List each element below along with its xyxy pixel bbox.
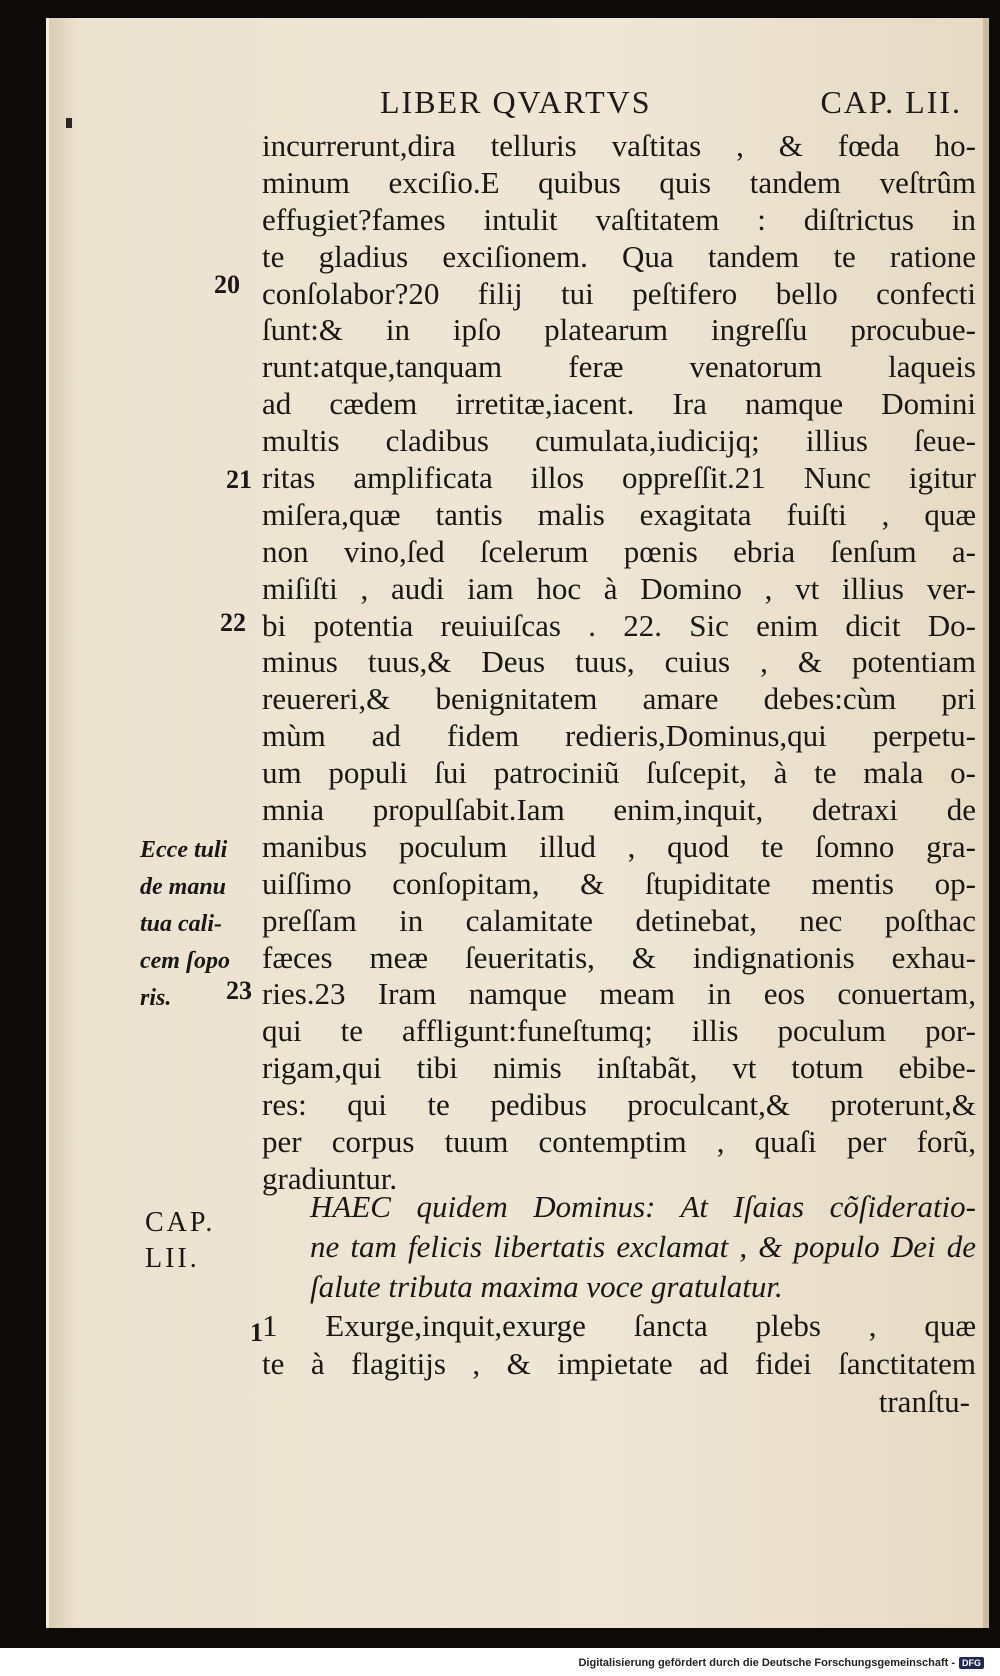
summary-line: ne tam felicis libertatis exclamat , & populo Dei de [310, 1229, 976, 1264]
text-line: reuereri,& benignitatem amare debes:cùm pri [262, 681, 976, 717]
text-line: manibus poculum illud , quod te ſomno gra- [262, 828, 976, 864]
margin-note-line: Ecce tuli [140, 837, 228, 863]
text-line: mùm ad fidem redieris,Dominus,qui perpetu- [262, 718, 976, 754]
text-line: mnia propulſabit.Iam enim,inquit, detraxi de [262, 792, 976, 828]
running-head-chapter: CAP. LII. [820, 84, 962, 120]
chapter-text [262, 1307, 976, 1383]
text-line: te à flagitijs , & impietate ad fidei ſanctitatem [262, 1346, 976, 1381]
margin-note-line: tua cali- [140, 910, 222, 937]
text-line: um populi ſui patrociniũ ſuſcepit, à te mala o- [262, 755, 976, 791]
text-line: ſunt:& in ipſo platearum ingreſſu procubue- [262, 312, 976, 348]
footer-text: Digitalisierung gefördert durch die Deutsche Forschungsgemeinschaft - [578, 1657, 955, 1669]
verse-number: 20 [214, 270, 240, 299]
summary-line: ſalute tributa maxima voce gratulatur. [310, 1269, 783, 1304]
page-edge [983, 18, 989, 1628]
text-line: uiſſimo conſopitam, & ſtupiditate mentis op- [262, 865, 976, 901]
margin-note-line: ris. [140, 984, 172, 1011]
verse-number: 23 [226, 976, 252, 1005]
text-line: te gladius exciſionem. Qua tandem te ratione [262, 238, 976, 274]
text-line: incurrerunt,dira telluris vaſtitas , & fœda ho- [262, 128, 976, 163]
text-line: ries.23 Iram namque meam in eos conuertam, [262, 976, 976, 1012]
chapter-label-number: LII. [145, 1243, 200, 1274]
chapter-summary [310, 1187, 976, 1307]
summary-line: HAEC quidem Dominus: At Iſaias cõſideratio- [310, 1189, 976, 1224]
text-line: runt:atque,tanquam feræ venatorum laqueis [262, 349, 976, 385]
running-head [380, 84, 962, 124]
text-line: per corpus tuum contemptim , quaſi per forũ, [262, 1124, 976, 1160]
text-line: 1 Exurge,inquit,exurge ſancta plebs , quæ [262, 1308, 976, 1343]
text-line: bi potentia reuiuiſcas . 22. Sic enim dicit Do- [262, 607, 976, 643]
text-line: multis cladibus cumulata,iudicijq; illius ſeue- [262, 423, 976, 459]
text-line: rigam,qui tibi nimis inſtabãt, vt totum ebibe- [262, 1050, 976, 1086]
chapter-label-cap: CAP. [145, 1207, 216, 1238]
verse-number: 21 [226, 465, 252, 494]
verse-number: 1 [250, 1318, 263, 1347]
running-head-title: LIBER QVARTVS [380, 84, 652, 120]
body-text [262, 128, 976, 1198]
text-line: effugiet?fames intulit vaſtitatem : diſtrictus in [262, 201, 976, 237]
margin-note-line: de manu [140, 873, 227, 900]
text-line: minum exciſio.E quibus quis tandem veſtrûm [262, 164, 976, 200]
ink-mark [66, 118, 72, 128]
text-line: fæces meæ ſeueritatis, & indignationis exhau- [262, 939, 976, 975]
text-line: gradiuntur. [262, 1160, 398, 1196]
text-line: preſſam in calamitate detinebat, nec poſthac [262, 902, 976, 938]
text-line: non vino,ſed ſcelerum pœnis ebria ſenſum a- [262, 533, 976, 569]
text-line: ritas amplificata illos oppreſſit.21 Nunc igitur [262, 460, 976, 496]
text-line: ad cædem irretitæ,iacent. Ira namque Domini [262, 386, 976, 422]
margin-note-line: cem ſopo [140, 947, 230, 974]
text-line: miſera,quæ tantis malis exagitata fuiſti , quæ [262, 496, 976, 532]
text-line: minus tuus,& Deus tuus, cuius , & potentiam [262, 644, 976, 680]
chapter-label [145, 1205, 215, 1277]
text-line: miſiſti , audi iam hoc à Domino , vt illius ver- [262, 570, 976, 606]
text-line: conſolabor?20 filij tui peſtifero bello confecti [262, 275, 976, 311]
catchword: tranſtu- [878, 1384, 970, 1419]
dfg-logo: DFG [959, 1657, 984, 1669]
margin-note [140, 832, 260, 1016]
digitization-footer [578, 1655, 984, 1671]
verse-number: 22 [220, 608, 246, 637]
text-line: qui te affligunt:funeſtumq; illis poculum por- [262, 1013, 976, 1049]
text-line: res: qui te pedibus proculcant,& proterunt,& [262, 1087, 976, 1123]
